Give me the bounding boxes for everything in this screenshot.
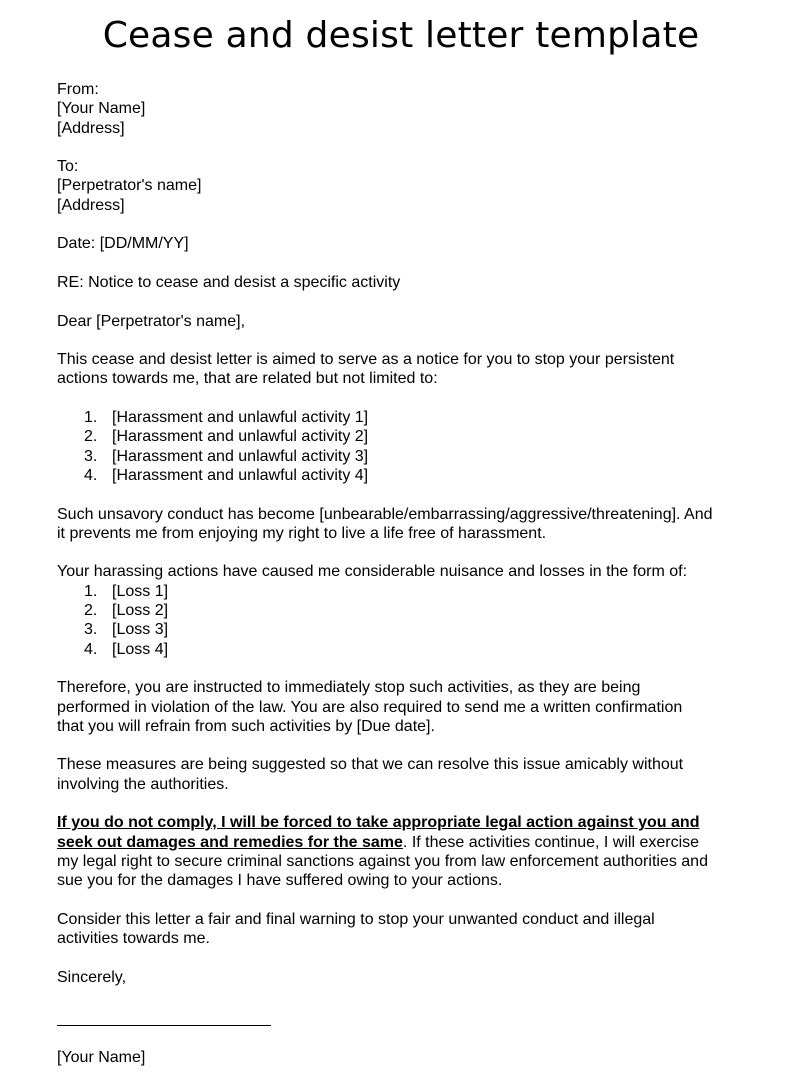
- list-number: 3.: [84, 621, 98, 639]
- final-line-1: Consider this letter a fair and final warning to stop your unwanted conduct and illegal: [57, 910, 655, 928]
- conduct-line-2: it prevents me from enjoying my right to live a life free of harassment.: [57, 524, 547, 542]
- subject-line: RE: Notice to cease and desist a specific activity: [57, 273, 401, 291]
- signature-name: [Your Name]: [57, 1048, 146, 1066]
- list-item-text: [Loss 4]: [112, 640, 169, 658]
- therefore-line-2: performed in violation of the law. You are also required to send me a written confirmation: [57, 698, 683, 716]
- list-number: 3.: [84, 447, 98, 465]
- list-item: [57, 447, 757, 466]
- list-number: 4.: [84, 466, 98, 484]
- measures-paragraph: [57, 755, 757, 794]
- to-name: [Perpetrator's name]: [57, 177, 202, 195]
- final-line-2: activities towards me.: [57, 930, 210, 948]
- intro-line-1: This cease and desist letter is aimed to serve as a notice for you to stop your persistent: [57, 351, 675, 369]
- conduct-line-1: Such unsavory conduct has become [unbearable/embarrassing/aggressive/threatening]. And: [57, 505, 713, 523]
- list-item-text: [Loss 2]: [112, 602, 169, 620]
- salutation: Dear [Perpetrator's name],: [57, 312, 246, 330]
- list-number: 1.: [84, 409, 98, 427]
- warning-line-3: my legal right to secure criminal sanctions against you from law enforcement authorities and: [57, 852, 708, 870]
- therefore-line-1: Therefore, you are instructed to immediately stop such activities, as they are being: [57, 679, 641, 697]
- measures-line-1: These measures are being suggested so that we can resolve this issue amicably without: [57, 756, 684, 774]
- therefore-line-3: that you will refrain from such activities by [Due date].: [57, 717, 435, 735]
- list-number: 2.: [84, 602, 98, 620]
- list-item: [57, 640, 757, 659]
- signature-line: [57, 1017, 271, 1026]
- intro-paragraph: [57, 350, 757, 389]
- therefore-paragraph: [57, 678, 757, 736]
- list-item: [57, 582, 757, 601]
- warning-line-4: sue you for the damages I have suffered owing to your actions.: [57, 872, 503, 890]
- measures-line-2: involving the authorities.: [57, 775, 229, 793]
- conduct-paragraph: [57, 505, 757, 544]
- list-item: [57, 601, 757, 620]
- warning-rest-line-2: . If these activities continue, I will exercise: [402, 833, 700, 851]
- list-item: [57, 408, 757, 427]
- warning-bold-line-2: seek out damages and remedies for the same: [57, 833, 403, 851]
- from-address: [Address]: [57, 119, 125, 137]
- warning-bold-line-1: If you do not comply, I will be forced to take appropriate legal action against you and: [57, 814, 700, 832]
- list-item-text: [Harassment and unlawful activity 2]: [112, 428, 369, 446]
- from-block: [57, 80, 757, 138]
- list-item: [57, 466, 757, 485]
- list-item: [57, 620, 757, 639]
- date-line: Date: [DD/MM/YY]: [57, 235, 189, 253]
- list-number: 4.: [84, 640, 98, 658]
- list-item-text: [Loss 1]: [112, 582, 169, 600]
- list-item-text: [Harassment and unlawful activity 1]: [112, 409, 369, 427]
- to-block: [57, 157, 757, 215]
- list-item-text: [Harassment and unlawful activity 4]: [112, 466, 369, 484]
- warning-line-2: [57, 833, 757, 852]
- to-label: To:: [57, 158, 79, 176]
- list-item-text: [Harassment and unlawful activity 3]: [112, 447, 369, 465]
- to-address: [Address]: [57, 196, 125, 214]
- list-number: 1.: [84, 582, 98, 600]
- warning-paragraph: [57, 813, 757, 890]
- list-item-text: [Loss 3]: [112, 621, 169, 639]
- letter-body: [57, 80, 757, 1067]
- list-number: 2.: [84, 428, 98, 446]
- losses-list: [57, 582, 757, 659]
- intro-line-2: actions towards me, that are related but not limited to:: [57, 370, 438, 388]
- final-paragraph: [57, 910, 757, 949]
- closing: Sincerely,: [57, 968, 127, 986]
- from-name: [Your Name]: [57, 100, 146, 118]
- from-label: From:: [57, 81, 99, 98]
- activities-list: [57, 408, 757, 485]
- document-title: Cease and desist letter template: [102, 15, 700, 56]
- losses-intro: Your harassing actions have caused me considerable nuisance and losses in the form of:: [57, 563, 688, 581]
- list-item: [57, 427, 757, 446]
